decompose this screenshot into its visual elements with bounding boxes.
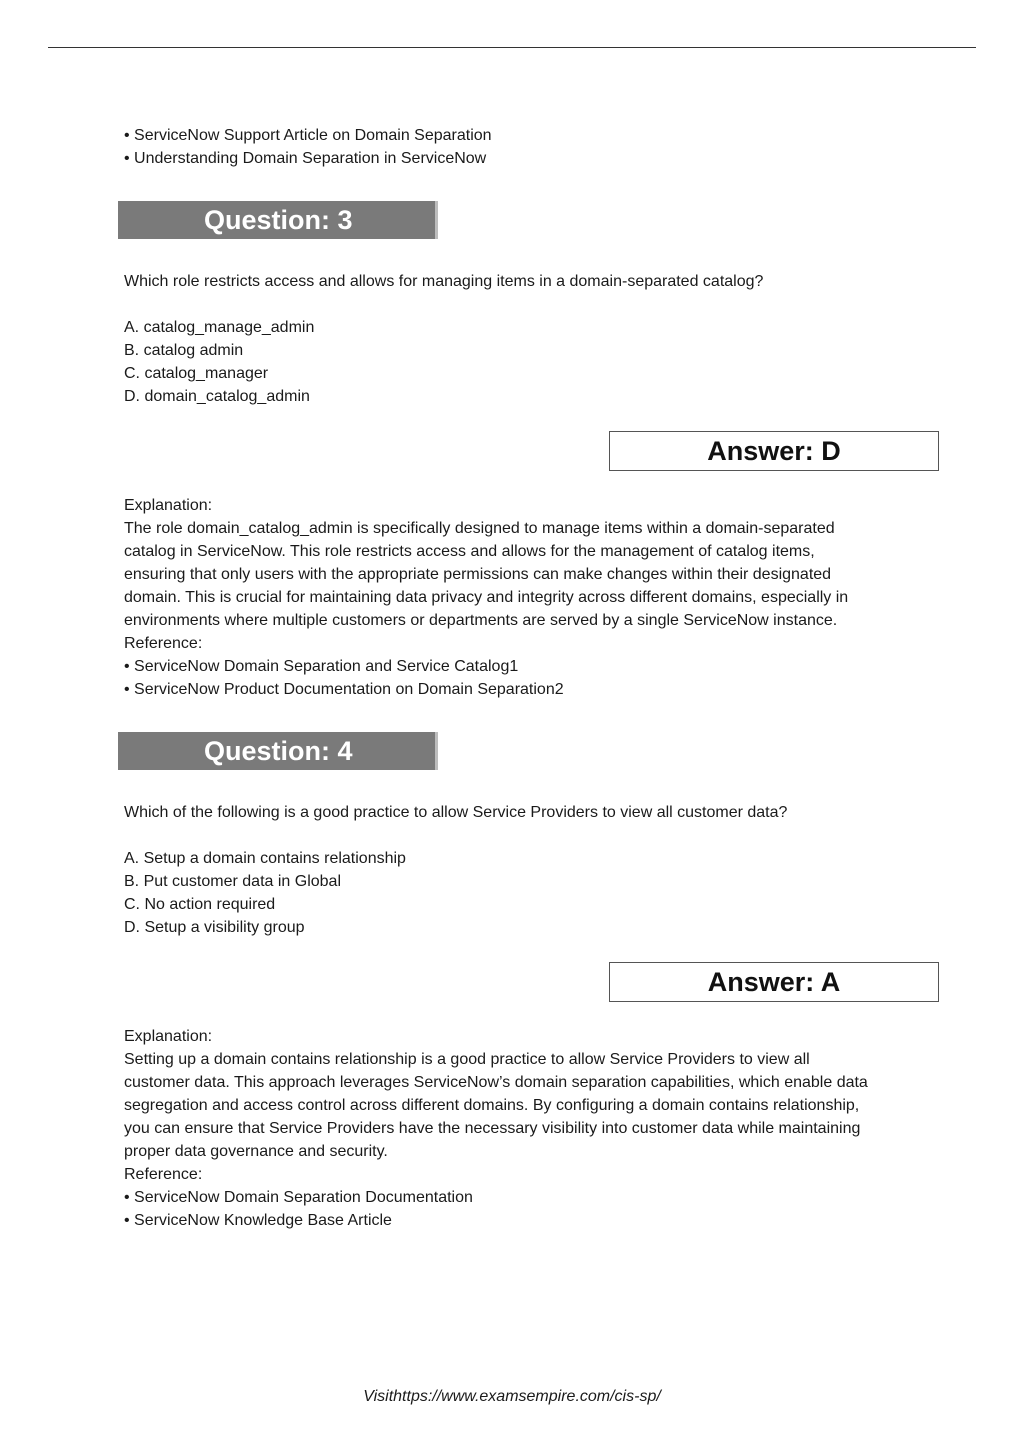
footer-link[interactable]: Visithttps://www.examsempire.com/cis-sp/ (363, 1388, 661, 1405)
question-4-explanation-label: Explanation: (124, 1028, 213, 1045)
question-3-reference-2: • ServiceNow Product Documentation on Domain Separation2 (124, 681, 564, 698)
question-3-option-d: D. domain_catalog_admin (124, 388, 310, 405)
question-4-explanation-line: Setting up a domain contains relationship is a good practice to allow Service Providers to view all (124, 1051, 810, 1068)
question-4-explanation-line: proper data governance and security. (124, 1143, 388, 1160)
question-4-option-d: D. Setup a visibility group (124, 919, 305, 936)
question-3-answer: Answer: D (707, 436, 841, 466)
question-3-explanation-line: domain. This is crucial for maintaining data privacy and integrity across different domains, especially in (124, 589, 849, 606)
header-rule (48, 47, 976, 48)
question-4-answer: Answer: A (707, 967, 841, 997)
question-3-reference-1: • ServiceNow Domain Separation and Service Catalog1 (124, 658, 519, 675)
question-3-reference-label: Reference: (124, 635, 203, 652)
question-3-explanation-line: The role domain_catalog_admin is specifically designed to manage items within a domain-separated (124, 520, 835, 537)
question-3-explanation-line: catalog in ServiceNow. This role restricts access and allows for the management of catalog items, (124, 543, 815, 560)
question-3-option-b: B. catalog admin (124, 342, 244, 359)
question-3-explanation-line: environments where multiple customers or departments are served by a single ServiceNow instance. (124, 612, 838, 629)
question-3-answer-box (609, 431, 939, 471)
question-4-heading: Question: 4 (204, 736, 353, 766)
intro-reference-2: • Understanding Domain Separation in ServiceNow (124, 150, 487, 167)
question-3-text: Which role restricts access and allows for managing items in a domain-separated catalog? (124, 273, 764, 290)
question-3-explanation-line: ensuring that only users with the appropriate permissions can make changes within their designated (124, 566, 832, 583)
question-4-banner (118, 732, 438, 770)
question-4-reference-1: • ServiceNow Domain Separation Documentation (124, 1189, 473, 1206)
question-4-text: Which of the following is a good practice to allow Service Providers to view all customer data? (124, 804, 788, 821)
question-4-reference-2: • ServiceNow Knowledge Base Article (124, 1212, 392, 1229)
question-3-explanation-label: Explanation: (124, 497, 213, 514)
question-3-banner (118, 201, 438, 239)
question-4-option-b: B. Put customer data in Global (124, 873, 341, 890)
question-3-option-c: C. catalog_manager (124, 365, 269, 382)
question-4-explanation-line: customer data. This approach leverages ServiceNow’s domain separation capabilities, which enable data (124, 1074, 868, 1091)
question-4-explanation-line: segregation and access control across different domains. By configuring a domain contains relationship, (124, 1097, 860, 1114)
question-4-option-a: A. Setup a domain contains relationship (124, 850, 406, 867)
question-4-option-c: C. No action required (124, 896, 276, 913)
question-4-explanation-line: you can ensure that Service Providers have the necessary visibility into customer data while maintaining (124, 1120, 861, 1137)
intro-reference-1: • ServiceNow Support Article on Domain Separation (124, 127, 492, 144)
question-3-heading: Question: 3 (204, 205, 353, 235)
question-3-option-a: A. catalog_manage_admin (124, 319, 315, 336)
question-4-answer-box (609, 962, 939, 1002)
question-4-reference-label: Reference: (124, 1166, 203, 1183)
